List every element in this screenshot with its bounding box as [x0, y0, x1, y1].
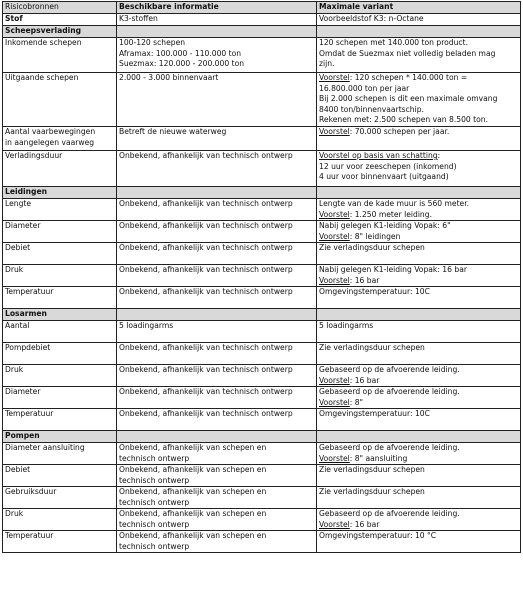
max-variant-line	[319, 94, 518, 105]
risk-source-cell	[3, 465, 117, 487]
available-info-cell	[117, 343, 317, 365]
max-variant-line	[319, 172, 518, 183]
max-variant-line	[319, 221, 518, 232]
max-variant-line	[319, 115, 518, 126]
available-info-cell	[117, 409, 317, 431]
max-variant-line	[319, 398, 518, 409]
available-info-text: Aframax: 100.000 - 110.000 ton	[119, 48, 242, 58]
available-info-text: technisch ontwerp	[119, 497, 190, 507]
available-info-text: technisch ontwerp	[119, 541, 190, 551]
available-info-text: 2.000 - 3.000 binnenvaart	[119, 73, 219, 82]
max-variant-line	[319, 73, 518, 84]
header-risicobronnen: Risicobronnen	[3, 2, 117, 14]
max-variant-text: Zie verladingsduur schepen	[319, 487, 425, 496]
max-variant-text: : 8" leidingen	[349, 231, 401, 241]
header-maximale-variant: Maximale variant	[317, 2, 521, 14]
available-info-text: Onbekend, afhankelijk van technisch ontwerp	[119, 409, 293, 418]
table-row	[3, 409, 521, 431]
max-variant-line	[319, 243, 518, 254]
risk-source-label: Druk	[5, 365, 24, 374]
max-variant-cell	[317, 509, 521, 531]
available-info-cell	[117, 321, 317, 343]
available-info-cell	[117, 443, 317, 465]
available-info-text: Betreft de nieuwe waterweg	[119, 127, 227, 136]
max-variant-line	[319, 443, 518, 454]
max-variant-line	[319, 465, 518, 476]
stof-label: Stof	[3, 14, 117, 26]
max-variant-cell	[317, 343, 521, 365]
voorstel-underlined: Voorstel	[319, 519, 350, 529]
available-info-text: technisch ontwerp	[119, 519, 190, 529]
max-variant-text: : 1.250 meter leiding.	[349, 209, 432, 219]
risk-source-label: Aantal vaarbewegingen	[5, 127, 96, 136]
available-info-text: Onbekend, afhankelijk van schepen en	[119, 465, 267, 474]
voorstel-underlined: Voorstel	[319, 231, 350, 241]
max-variant-line	[319, 49, 518, 60]
risk-source-cell	[3, 151, 117, 187]
max-variant-text: Gebaseerd op de afvoerende leiding.	[319, 509, 460, 518]
table-row	[3, 243, 521, 265]
max-variant-text: Gebaseerd op de afvoerende leiding.	[319, 387, 460, 396]
max-variant-text: : 16 bar	[349, 375, 380, 385]
section-row	[3, 431, 521, 443]
table-row	[3, 509, 521, 531]
max-variant-text: : 8"	[349, 397, 364, 407]
available-info-text: Suezmax: 120.000 - 200.000 ton	[119, 59, 245, 68]
max-variant-cell	[317, 465, 521, 487]
max-variant-text: 8400 ton/binnenvaartschip.	[319, 104, 424, 114]
max-variant-line	[319, 265, 518, 276]
max-variant-cell	[317, 387, 521, 409]
section-empty-cell	[317, 187, 521, 199]
voorstel-underlined: Voorstel op basis van schatting	[319, 151, 438, 160]
stof-variant: Voorbeeldstof K3: n-Octane	[317, 14, 521, 26]
max-variant-line	[319, 151, 518, 162]
available-info-text: Onbekend, afhankelijk van technisch ontwerp	[119, 199, 293, 208]
max-variant-text: 16.800.000 ton per jaar	[319, 83, 410, 93]
max-variant-text: Zie verladingsduur schepen	[319, 465, 425, 474]
table-row	[3, 287, 521, 309]
risk-source-cell	[3, 509, 117, 531]
table-row	[3, 365, 521, 387]
section-empty-cell	[317, 309, 521, 321]
max-variant-line	[319, 199, 518, 210]
max-variant-line	[319, 454, 518, 465]
available-info-text: Onbekend, afhankelijk van schepen en	[119, 509, 267, 518]
available-info-text: Onbekend, afhankelijk van schepen en	[119, 487, 267, 496]
risk-source-label: Debiet	[5, 465, 31, 474]
available-info-text: Onbekend, afhankelijk van technisch ontwerp	[119, 365, 293, 374]
risk-source-label: Verladingsduur	[5, 151, 63, 160]
risk-source-label: Druk	[5, 509, 24, 518]
available-info-cell	[117, 465, 317, 487]
max-variant-text: Bij 2.000 schepen is dit een maximale omvang	[319, 94, 498, 103]
max-variant-cell	[317, 531, 521, 553]
available-info-text: Onbekend, afhankelijk van technisch ontwerp	[119, 387, 293, 396]
section-empty-cell	[317, 431, 521, 443]
section-empty-cell	[117, 309, 317, 321]
section-empty-cell	[117, 431, 317, 443]
available-info-cell	[117, 199, 317, 221]
max-variant-cell	[317, 73, 521, 127]
max-variant-text: Lengte van de kade muur is 560 meter.	[319, 199, 470, 208]
max-variant-cell	[317, 365, 521, 387]
available-info-text: 100-120 schepen	[119, 38, 186, 47]
section-row	[3, 187, 521, 199]
table-row	[3, 265, 521, 287]
available-info-text: Onbekend, afhankelijk van technisch ontwerp	[119, 151, 293, 160]
max-variant-text: zijn.	[319, 59, 335, 68]
available-info-text: Onbekend, afhankelijk van technisch ontwerp	[119, 287, 293, 296]
voorstel-underlined: Voorstel	[319, 127, 350, 136]
max-variant-text: : 70.000 schepen per jaar.	[349, 127, 450, 136]
max-variant-cell	[317, 243, 521, 265]
risk-source-label: Lengte	[5, 199, 32, 208]
risk-source-label: in aangelegen vaarweg	[5, 137, 95, 147]
available-info-cell	[117, 365, 317, 387]
max-variant-text: 120 schepen met 140.000 ton product.	[319, 38, 468, 47]
risk-source-cell	[3, 487, 117, 509]
table-row	[3, 465, 521, 487]
available-info-text: Onbekend, afhankelijk van schepen en	[119, 443, 267, 452]
table-row	[3, 221, 521, 243]
available-info-cell	[117, 73, 317, 127]
max-variant-cell	[317, 409, 521, 431]
available-info-text: Onbekend, afhankelijk van technisch ontwerp	[119, 265, 293, 274]
stof-row	[3, 14, 521, 26]
max-variant-cell	[317, 38, 521, 73]
max-variant-text: : 16 bar	[349, 275, 380, 285]
max-variant-text: 5 loadingarms	[319, 321, 374, 330]
table-header-row	[3, 2, 521, 14]
risk-source-label: Temperatuur	[5, 409, 54, 418]
table-row	[3, 199, 521, 221]
available-info-cell	[117, 243, 317, 265]
risk-source-cell	[3, 127, 117, 151]
risk-source-label: Pompdebiet	[5, 343, 51, 352]
max-variant-line	[319, 343, 518, 354]
max-variant-line	[319, 38, 518, 49]
max-variant-text: : 8" aansluiting	[349, 453, 408, 463]
max-variant-cell	[317, 127, 521, 151]
section-empty-cell	[317, 26, 521, 38]
max-variant-text: : 120 schepen * 140.000 ton =	[349, 73, 468, 82]
available-info-text: Onbekend, afhankelijk van technisch ontwerp	[119, 221, 293, 230]
stof-info: K3-stoffen	[117, 14, 317, 26]
risk-source-cell	[3, 343, 117, 365]
max-variant-line	[319, 162, 518, 173]
max-variant-line	[319, 376, 518, 387]
max-variant-line	[319, 232, 518, 243]
available-info-text: technisch ontwerp	[119, 453, 190, 463]
available-info-cell	[117, 221, 317, 243]
table-row	[3, 321, 521, 343]
max-variant-line	[319, 276, 518, 287]
voorstel-underlined: Voorstel	[319, 453, 350, 463]
risk-source-cell	[3, 265, 117, 287]
table-row	[3, 343, 521, 365]
section-title: Scheepsverlading	[3, 26, 117, 38]
available-info-cell	[117, 265, 317, 287]
max-variant-line	[319, 365, 518, 376]
max-variant-text: : 16 bar	[349, 519, 380, 529]
section-empty-cell	[117, 187, 317, 199]
max-variant-line	[319, 84, 518, 95]
risk-source-cell	[3, 365, 117, 387]
header-beschikbare-informatie: Beschikbare informatie	[117, 2, 317, 14]
risk-source-cell	[3, 73, 117, 127]
risk-source-label: Uitgaande schepen	[5, 73, 79, 82]
max-variant-cell	[317, 287, 521, 309]
risk-source-label: Druk	[5, 265, 24, 274]
risk-source-label: Temperatuur	[5, 287, 54, 296]
max-variant-text: Omgevingstemperatuur: 10C	[319, 409, 430, 418]
risk-source-cell	[3, 531, 117, 553]
table-row	[3, 127, 521, 151]
risk-source-cell	[3, 38, 117, 73]
available-info-cell	[117, 487, 317, 509]
risk-source-label: Inkomende schepen	[5, 38, 82, 47]
max-variant-text: Rekenen met: 2.500 schepen van 8.500 ton.	[319, 115, 489, 124]
risk-source-label: Debiet	[5, 243, 31, 252]
available-info-cell	[117, 287, 317, 309]
risk-source-cell	[3, 409, 117, 431]
max-variant-text: Gebaseerd op de afvoerende leiding.	[319, 443, 460, 452]
available-info-cell	[117, 509, 317, 531]
risk-source-label: Diameter aansluiting	[5, 443, 85, 452]
available-info-cell	[117, 127, 317, 151]
max-variant-line	[319, 287, 518, 298]
available-info-text: Onbekend, afhankelijk van technisch ontwerp	[119, 243, 293, 252]
section-title: Losarmen	[3, 309, 117, 321]
max-variant-cell	[317, 151, 521, 187]
table-row	[3, 443, 521, 465]
max-variant-text: :	[437, 151, 441, 160]
risk-source-cell	[3, 387, 117, 409]
table-row	[3, 387, 521, 409]
risk-source-table	[2, 1, 521, 553]
risk-source-label: Aantal	[5, 321, 30, 330]
available-info-text: technisch ontwerp	[119, 475, 190, 485]
table-row	[3, 487, 521, 509]
available-info-cell	[117, 151, 317, 187]
section-title: Leidingen	[3, 187, 117, 199]
max-variant-text: Zie verladingsduur schepen	[319, 243, 425, 252]
available-info-text: 5 loadingarms	[119, 321, 174, 330]
max-variant-text: Gebaseerd op de afvoerende leiding.	[319, 365, 460, 374]
max-variant-text: Omgevingstemperatuur: 10 °C	[319, 531, 437, 540]
max-variant-line	[319, 127, 518, 138]
voorstel-underlined: Voorstel	[319, 73, 350, 82]
max-variant-line	[319, 210, 518, 221]
max-variant-text: 12 uur voor zeeschepen (inkomend)	[319, 161, 457, 171]
risk-source-cell	[3, 243, 117, 265]
voorstel-underlined: Voorstel	[319, 275, 350, 285]
max-variant-cell	[317, 487, 521, 509]
risk-source-cell	[3, 321, 117, 343]
max-variant-text: Zie verladingsduur schepen	[319, 343, 425, 352]
voorstel-underlined: Voorstel	[319, 375, 350, 385]
section-title: Pompen	[3, 431, 117, 443]
max-variant-text: 4 uur voor binnenvaart (uitgaand)	[319, 172, 449, 181]
max-variant-line	[319, 321, 518, 332]
risk-source-cell	[3, 199, 117, 221]
voorstel-underlined: Voorstel	[319, 209, 350, 219]
risk-source-label: Gebruiksduur	[5, 487, 57, 496]
available-info-cell	[117, 531, 317, 553]
max-variant-line	[319, 520, 518, 531]
max-variant-cell	[317, 265, 521, 287]
max-variant-line	[319, 387, 518, 398]
max-variant-line	[319, 59, 518, 70]
table-row	[3, 531, 521, 553]
max-variant-cell	[317, 221, 521, 243]
risk-source-label: Diameter	[5, 221, 41, 230]
max-variant-line	[319, 487, 518, 498]
max-variant-line	[319, 531, 518, 542]
risk-source-cell	[3, 443, 117, 465]
risk-source-label: Temperatuur	[5, 531, 54, 540]
max-variant-line	[319, 409, 518, 420]
section-row	[3, 309, 521, 321]
risk-source-label: Diameter	[5, 387, 41, 396]
max-variant-cell	[317, 443, 521, 465]
table-row	[3, 151, 521, 187]
section-row	[3, 26, 521, 38]
table-row	[3, 38, 521, 73]
max-variant-cell	[317, 199, 521, 221]
section-empty-cell	[117, 26, 317, 38]
max-variant-cell	[317, 321, 521, 343]
available-info-cell	[117, 387, 317, 409]
max-variant-text: Nabij gelegen K1-leiding Vopak: 16 bar	[319, 265, 467, 274]
risk-source-cell	[3, 287, 117, 309]
max-variant-text: Nabij gelegen K1-leiding Vopak: 6"	[319, 221, 451, 230]
available-info-text: Onbekend, afhankelijk van schepen en	[119, 531, 267, 540]
max-variant-line	[319, 105, 518, 116]
table-row	[3, 73, 521, 127]
available-info-cell	[117, 38, 317, 73]
risk-source-cell	[3, 221, 117, 243]
voorstel-underlined: Voorstel	[319, 397, 350, 407]
max-variant-line	[319, 509, 518, 520]
max-variant-text: Omdat de Suezmax niet volledig beladen mag	[319, 48, 496, 58]
available-info-text: Onbekend, afhankelijk van technisch ontwerp	[119, 343, 293, 352]
max-variant-text: Omgevingstemperatuur: 10C	[319, 287, 430, 296]
